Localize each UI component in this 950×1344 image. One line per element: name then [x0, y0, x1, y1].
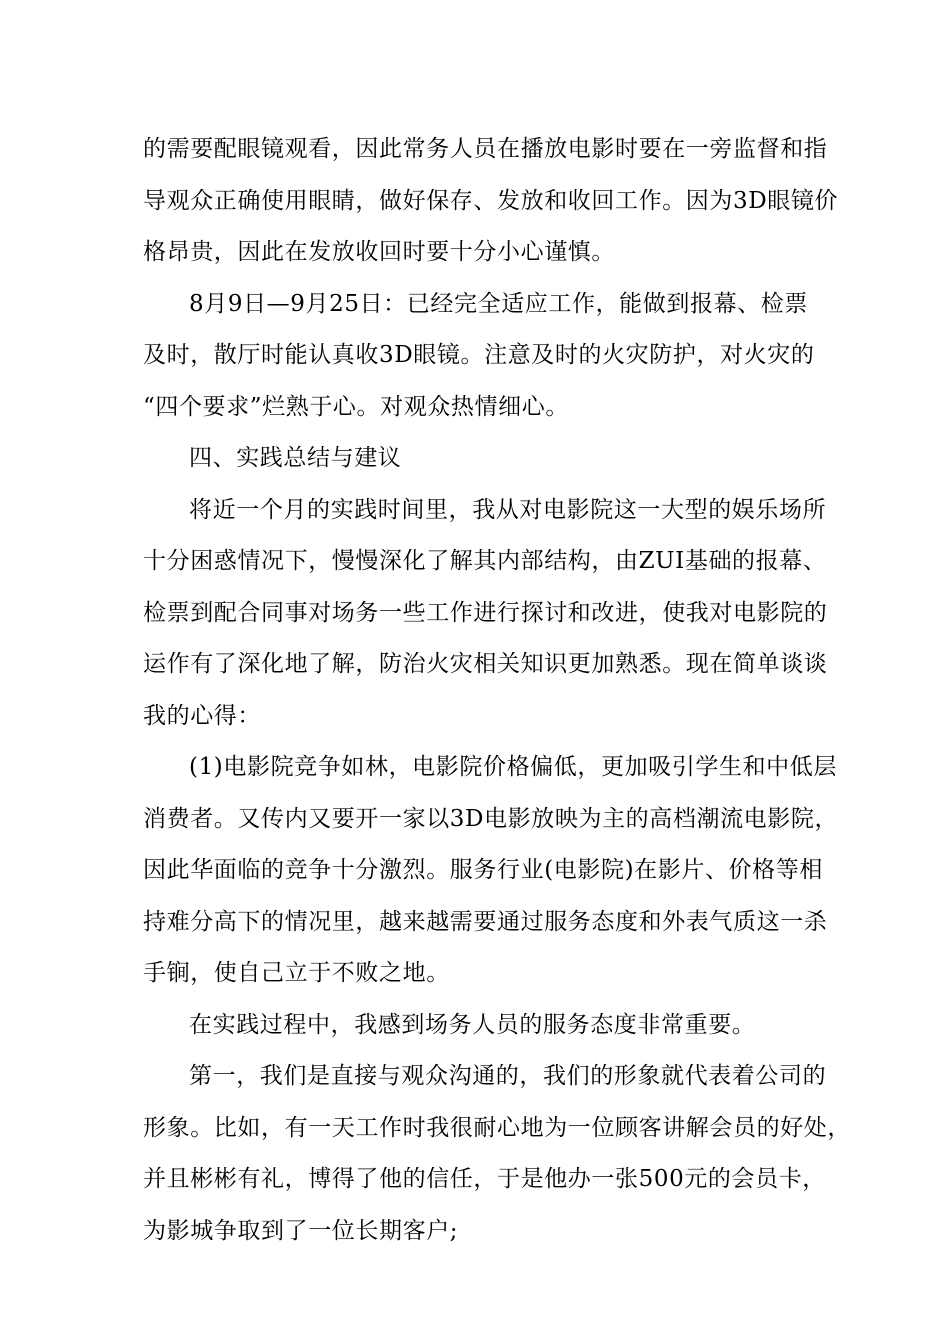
text-line: “四个要求”烂熟于心。对观众热情细心。 — [143, 393, 569, 420]
text-line: 将近一个月的实践时间里，我从对电影院这一大型的娱乐场所 — [189, 496, 827, 523]
text-line: 的需要配眼镜观看，因此常务人员在播放电影时要在一旁监督和指 — [143, 136, 828, 162]
text-line: 为影城争取到了一位长期客户; — [143, 1217, 459, 1244]
text-line: 我的心得： — [143, 702, 261, 729]
text-line: 8月9日—9月25日：已经完全适应工作，能做到报幕、检票 — [189, 290, 808, 317]
text-line: 并且彬彬有礼，博得了他的信任，于是他办一张500元的会员卡， — [143, 1166, 826, 1192]
text-line: 四、实践总结与建议 — [189, 445, 402, 471]
text-line: 在实践过程中，我感到场务人员的服务态度非常重要。 — [189, 1011, 756, 1038]
text-line: 消费者。又传内又要开一家以3D电影放映为主的高档潮流电影院， — [143, 805, 839, 832]
text-line: 十分困惑情况下，慢慢深化了解其内部结构，由ZUI基础的报幕、 — [143, 548, 827, 574]
text-line: 检票到配合同事对场务一些工作进行探讨和改进，使我对电影院的 — [143, 599, 828, 626]
text-line: 手锏，使自己立于不败之地。 — [143, 960, 450, 986]
text-line: 导观众正确使用眼睛，做好保存、发放和收回工作。因为3D眼镜价 — [143, 187, 839, 214]
document-body — [143, 124, 851, 1257]
text-line: 形象。比如，有一天工作时我很耐心地为一位顾客讲解会员的好处， — [143, 1114, 851, 1141]
text-line: (1)电影院竞争如林，电影院价格偏低，更加吸引学生和中低层 — [189, 754, 837, 780]
text-line: 第一，我们是直接与观众沟通的，我们的形象就代表着公司的 — [189, 1063, 827, 1089]
text-line: 及时，散厅时能认真收3D眼镜。注意及时的火灾防护，对火灾的 — [143, 342, 815, 368]
text-line: 运作有了深化地了解，防治火灾相关知识更加熟悉。现在简单谈谈 — [143, 651, 828, 677]
text-line: 持难分高下的情况里，越来越需要通过服务态度和外表气质这一杀 — [143, 908, 828, 935]
text-line: 格昂贵，因此在发放收回时要十分小心谨慎。 — [143, 239, 615, 265]
text-line: 因此华面临的竞争十分激烈。服务行业(电影院)在影片、价格等相 — [143, 857, 823, 883]
